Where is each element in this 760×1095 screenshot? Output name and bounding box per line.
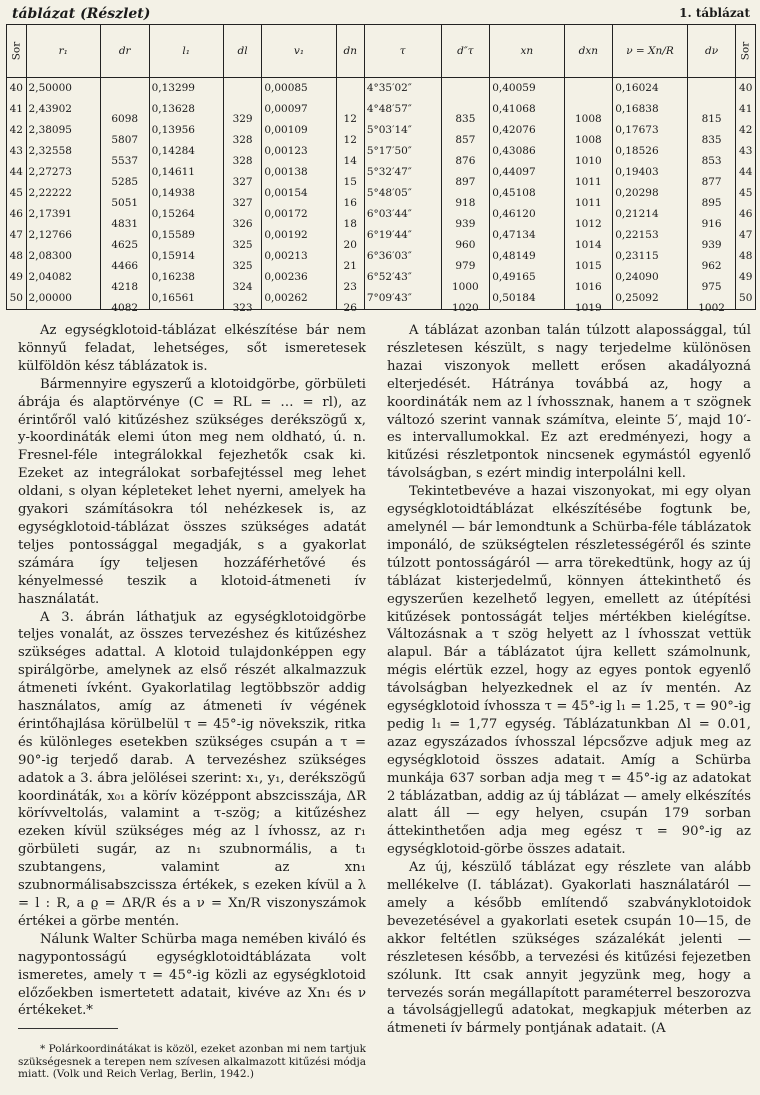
footnote: * Polárkoordinátákat is közöl, ezeket azonban mi nem tartjuk szükségesnek a terepen nem szívesen alkalmazott kitűzési módja miatt. (Volk und Reich Verlag, Berlin, 1942.) [18,1043,366,1081]
column-header: xn [490,25,564,78]
table-cell: 1002 [687,298,736,320]
table-cell: 0,18526 [613,141,688,162]
table-cell: 939 [441,214,490,235]
table-cell: 0,24090 [613,267,688,288]
table-cell: 962 [687,256,736,277]
table-cell: 327 [223,193,261,214]
table-cell: 2,32558 [26,141,100,162]
table-cell: 41 [736,99,756,120]
table-cell: 42 [736,120,756,141]
table-cell: 979 [441,256,490,277]
table-cell: 43 [736,141,756,162]
table-cell: 45 [736,183,756,204]
table-cell: 41 [7,99,27,120]
table-cell [223,88,261,110]
table-cell: 4082 [100,298,149,320]
column-header: ν = Xn/R [613,25,688,78]
table-cell: 4°35′02″ [364,78,441,100]
table-cell: 47 [7,225,27,246]
table-cell: 50 [7,288,27,310]
table-cell: 40 [736,78,756,100]
table-cell: 328 [223,130,261,151]
table-cell [441,88,490,110]
table-cell: 835 [441,109,490,130]
table-cell: 1019 [564,298,613,320]
table-cell: 49 [7,267,27,288]
table-cell: 7°09′43″ [364,288,441,310]
table-cell: 0,00085 [262,78,336,100]
table-cell: 49 [736,267,756,288]
table-cell: 1011 [564,193,613,214]
table-cell: 0,00213 [262,246,336,267]
table-cell: 23 [336,277,364,298]
table-cell: 0,00154 [262,183,336,204]
table-cell: 1008 [564,109,613,130]
column-header: r₁ [26,25,100,78]
table-cell: 1000 [441,277,490,298]
table-cell: 5051 [100,193,149,214]
table-cell: 1014 [564,235,613,256]
table-cell: 0,15264 [149,204,223,225]
table-cell: 0,42076 [490,120,564,141]
table-cell: 1011 [564,172,613,193]
table-cell: 0,47134 [490,225,564,246]
table-cell: 1016 [564,277,613,298]
column-header: v₁ [262,25,336,78]
table-cell: 0,00123 [262,141,336,162]
table-cell: 960 [441,235,490,256]
column-header: τ [364,25,441,78]
table-cell: 0,23115 [613,246,688,267]
table-cell [564,88,613,110]
paragraph: A táblázat azonban talán túlzott alapossággal, túl részletesen készült, s nagy terjedelme különösen hazai viszonyok mellett erősen akadályozná elterjedését. Hátránya továbbá az, hogy a koordináták nem az l ívhossznak, hanem a τ szögnek változó szerint vannak számítva, eleinte 5′, majd 10′-es intervallumokkal. Ez azt eredményezi, hogy a kitűzési részletpontok nincsenek egymástól egyenlő távolságban, s ezért mindig interpolálni kell. [387,323,751,482]
table-cell: 4625 [100,235,149,256]
table-cell: 0,22153 [613,225,688,246]
table-cell: 5°48′05″ [364,183,441,204]
table-cell: 325 [223,256,261,277]
table-cell: 2,38095 [26,120,100,141]
table-cell: 4°48′57″ [364,99,441,120]
table-cell: 5°03′14″ [364,120,441,141]
column-header: dn [336,25,364,78]
table-cell: 5285 [100,172,149,193]
table-cell: 0,13299 [149,78,223,100]
table-cell: 6°52′43″ [364,267,441,288]
table-cell: 2,08300 [26,246,100,267]
table-cell: 6°36′03″ [364,246,441,267]
table-cell: 18 [336,214,364,235]
paragraph: Nálunk Walter Schürba maga nemében kiváló és nagypontosságú egységklotoidtáblázata volt ismeretes, amely τ = 45°-ig közli az egységklotoid előzőekben ismertetett adatait, kivéve az Xn₁ és ν értékeket.* [18,931,366,1019]
table-cell: 5°17′50″ [364,141,441,162]
table-cell: 0,16238 [149,267,223,288]
table-cell: 14 [336,151,364,172]
footnote-divider [18,1028,118,1029]
table-cell: 40 [7,78,27,100]
paragraph: Az új, készülő táblázat egy részlete van alább mellékelve (I. táblázat). Gyakorlati használatáról — amely a később említendő szabványklotoidok bevezetésével a gyakorlati esetek csupán 10—15, de akkor feltétlen szükséges százalékát jelenti — részletesen később, a tervezési és kitűzési fejezetben szólunk. Itt csak annyit jegyzünk meg, hogy a tervezés során megállapított paraméterrel beszorozva a távolságjellegű adatokat, megkapjuk méterben az átmeneti ív bármely pontjának adatait. (A [387,860,751,1037]
right-column [387,322,751,1038]
table-cell: 0,20298 [613,183,688,204]
table-header-row [7,25,756,78]
table-cell: 1015 [564,256,613,277]
table-caption: táblázat (Részlet) [12,6,151,22]
left-column [18,322,366,1081]
column-header: l₁ [149,25,223,78]
table-cell: 46 [7,204,27,225]
table-cell: 0,16561 [149,288,223,310]
paragraph: Tekintetbevéve a hazai viszonyokat, mi egy olyan egységklotoidtáblázat elkészítésébe fogtunk be, amelynél — bár lemondtunk a Schürba-féle táblázatok imponáló, de szükségtelen részletességéről és szinte túlzott pontosságáról — arra törekedtünk, hogy az új táblázat kisterjedelmű, könnyen áttekinthető és egyszerűen kezelhető legyen, emellett az útépítési kitűzések pontosságát teljes mértékben kielégítse. Változásnak a τ szög helyett az l ívhosszat vettük alapul. Bár a táblázatot újra kellett számolnunk, mégis elértük ezzel, hogy az egyes pontok egyenlő távolságban helyezkednek el az ív mentén. Az egységklotoid ívhossza τ = 45°-ig l₁ = 1.25, τ = 90°-ig pedig l₁ = 1,77 egység. Táblázatunkban Δl = 0.01, azaz egyszázados ívhosszal lépcsőzve adjuk meg az egységklotoid összes adatait. Amíg a Schürba munkája 637 sorban adja meg τ = 45°-ig az adatokat 2 táblázatban, addig az új táblázat — amely elkészítés alatt áll — egy helyen, csupán 179 sorban áttekinthetően adja meg egész τ = 90°-ig az egységklotoid-görbe összes adatait. [387,484,751,858]
table-cell: 0,15589 [149,225,223,246]
table-cell: 5537 [100,151,149,172]
table-cell: 2,00000 [26,288,100,310]
table-cell: 329 [223,109,261,130]
table-cell: 5807 [100,130,149,151]
table-cell: 2,50000 [26,78,100,100]
table-cell: 0,50184 [490,288,564,310]
table-cell: 16 [336,193,364,214]
table-cell: 50 [736,288,756,310]
table-cell: 328 [223,151,261,172]
column-header: d″τ [441,25,490,78]
table-number: 1. táblázat [679,6,750,20]
table-cell: 895 [687,193,736,214]
table-cell: 853 [687,151,736,172]
table-cell: 323 [223,298,261,320]
paragraph: A 3. ábrán láthatjuk az egységklotoidgörbe teljes vonalát, az összes tervezéshez és kitűzéshez szükséges adattal. A klotoid tulajdonképpen egy spirálgörbe, amelynek az első részét alkalmazzuk átmeneti ívként. Gyakorlatilag legtöbbször addig használatos, amíg az átmeneti ív végének érintőhajlása körülbelül τ = 45°-ig növekszik, ritka és különleges esetekben szükséges csupán a τ = 90°-ig terjedő darab. A tervezéshez szükséges adatok a 3. ábra jelölései szerint: x₁, y₁, derékszögű koordináták, x₀₁ a körív középpont abszcisszája, ΔR körívveltolás, valamint a τ-szög; a kitűzéshez ezeken kívül szükséges még az l ívhossz, az r₁ görbületi sugár, az n₁ szubnormális, a t₁ szubtangens, valamint az xn₁ szubnormálisabszcissza értékek, s ezeken kívül a λ = l : R, a ϱ = ΔR/R és a ν = Xn/R viszonyszámok értékei a görbe mentén. [18,609,366,929]
table-cell: 0,14284 [149,141,223,162]
table-cell: 877 [687,172,736,193]
table-cell: 0,00172 [262,204,336,225]
table-cell: 12 [336,109,364,130]
column-header: Sor [7,25,27,78]
table-cell: 0,13956 [149,120,223,141]
table-cell: 45 [7,183,27,204]
table-cell: 0,00109 [262,120,336,141]
table-cell [687,88,736,110]
table-body [7,78,756,314]
table-row [7,78,756,100]
table-cell: 6098 [100,109,149,130]
table-cell: 0,45108 [490,183,564,204]
table-cell: 0,17673 [613,120,688,141]
table-cell: 0,14938 [149,183,223,204]
table-cell: 0,46120 [490,204,564,225]
table-cell: 2,17391 [26,204,100,225]
table-cell: 975 [687,277,736,298]
column-header: dν [687,25,736,78]
table-cell: 0,41068 [490,99,564,120]
table-cell: 1020 [441,298,490,320]
table-cell: 2,27273 [26,162,100,183]
table-cell: 324 [223,277,261,298]
paragraph: Az egységklotoid-táblázat elkészítése bár nem könnyű feladat, lehetséges, sőt ismeretesek külföldön kész táblázatok is. [18,323,366,374]
table-cell: 48 [7,246,27,267]
table-cell [100,88,149,110]
table-cell: 4466 [100,256,149,277]
table-cell: 0,15914 [149,246,223,267]
paragraph: Bármennyire egyszerű a klotoidgörbe, görbületi ábrája és alaptörvénye (C = RL = … = rl), az érintőről való kitűzéshez szükséges derékszögű x, y-koordináták elemi úton meg nem oldható, ú. n. Fresnel-féle integrálokkal fejezhetők csak ki. Ezeket az integrálokat sorbafejtéssel meg lehet oldani, s olyan képleteket lehet nyerni, amelyek ha gyakori számításokra tól nehézkesek is, az egységklotoid-táblázat összes szükséges adatát teljes pontossággal megadják, s a gyakorlat számára így teljesen hozzáférhetővé és kényelmessé teszik a klotoid-átmeneti ív használatát. [18,376,366,607]
table-cell: 15 [336,172,364,193]
table-cell: 4218 [100,277,149,298]
column-header: dr [100,25,149,78]
table-cell: 0,16838 [613,99,688,120]
table-cell: 43 [7,141,27,162]
column-header: dl [223,25,261,78]
table-cell: 48 [736,246,756,267]
table-cell: 835 [687,130,736,151]
table-cell: 0,00097 [262,99,336,120]
table-cell: 0,44097 [490,162,564,183]
table-cell: 6°03′44″ [364,204,441,225]
table-cell: 918 [441,193,490,214]
table-cell: 1008 [564,130,613,151]
table-cell: 0,00262 [262,288,336,310]
table-cell: 2,43902 [26,99,100,120]
table-cell: 916 [687,214,736,235]
table-cell: 876 [441,151,490,172]
clothoid-table [6,24,756,314]
table-cell: 21 [336,256,364,277]
table-cell: 0,49165 [490,267,564,288]
table-cell: 939 [687,235,736,256]
table-cell: 0,14611 [149,162,223,183]
table-cell: 325 [223,235,261,256]
table-cell: 0,00192 [262,225,336,246]
table-cell: 44 [7,162,27,183]
table-cell: 326 [223,214,261,235]
table-cell: 897 [441,172,490,193]
table-cell: 327 [223,172,261,193]
table-cell: 42 [7,120,27,141]
table-cell: 0,00236 [262,267,336,288]
column-header: Sor [736,25,756,78]
table-cell: 0,25092 [613,288,688,310]
table-cell: 5°32′47″ [364,162,441,183]
table-cell: 0,16024 [613,78,688,100]
table-cell: 47 [736,225,756,246]
table-cell: 4831 [100,214,149,235]
table-cell: 0,00138 [262,162,336,183]
table-cell: 0,19403 [613,162,688,183]
table-cell: 12 [336,130,364,151]
table-cell: 2,22222 [26,183,100,204]
table-cell: 20 [336,235,364,256]
table-cell: 857 [441,130,490,151]
table-cell: 1010 [564,151,613,172]
table-cell: 0,13628 [149,99,223,120]
column-header: dxn [564,25,613,78]
table-cell: 0,43086 [490,141,564,162]
clothoid-table-wrapper [6,24,756,314]
table-cell: 0,21214 [613,204,688,225]
table-cell: 2,04082 [26,267,100,288]
table-cell: 1012 [564,214,613,235]
table-cell: 2,12766 [26,225,100,246]
table-cell: 0,48149 [490,246,564,267]
table-cell: 26 [336,298,364,320]
table-cell: 6°19′44″ [364,225,441,246]
table-cell: 46 [736,204,756,225]
table-cell: 0,40059 [490,78,564,100]
table-cell: 815 [687,109,736,130]
table-cell: 44 [736,162,756,183]
table-cell [336,88,364,110]
